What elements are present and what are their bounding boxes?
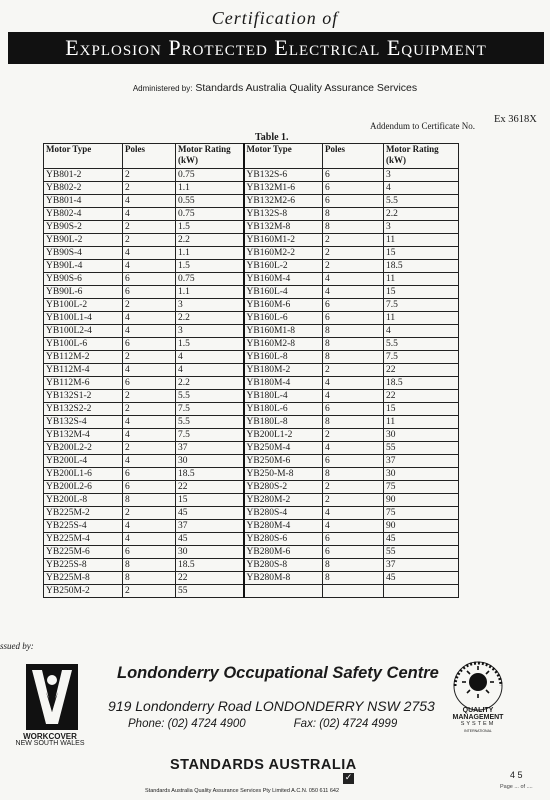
- table-row: [44, 169, 459, 182]
- cell-poles-2: 2: [323, 429, 384, 442]
- cell-poles: 6: [123, 286, 176, 299]
- cell-motor-rating-2: 75: [384, 481, 459, 494]
- cell-motor-rating: 2.2: [176, 234, 244, 247]
- cell-motor-type-2: YB160M2-8: [244, 338, 323, 351]
- cell-motor-type-2: YB250M-4: [244, 442, 323, 455]
- cell-motor-type: YB100L-2: [44, 299, 123, 312]
- cell-motor-type: YB100L1-4: [44, 312, 123, 325]
- cell-motor-rating-2: 18.5: [384, 377, 459, 390]
- cell-motor-rating: 37: [176, 442, 244, 455]
- cell-motor-type-2: YB180L-8: [244, 416, 323, 429]
- table-row: [44, 468, 459, 481]
- table-row: [44, 585, 459, 598]
- cell-motor-rating: 7.5: [176, 403, 244, 416]
- page-number: 4 5: [510, 770, 523, 780]
- cell-motor-type: YB801-2: [44, 169, 123, 182]
- cell-motor-rating: 2.2: [176, 312, 244, 325]
- cell-motor-rating: 4: [176, 351, 244, 364]
- cell-motor-type-2: YB132S-8: [244, 208, 323, 221]
- cell-motor-type-2: YB160L-2: [244, 260, 323, 273]
- cell-poles: 4: [123, 312, 176, 325]
- cell-motor-type: YB132M-4: [44, 429, 123, 442]
- cell-poles: 4: [123, 364, 176, 377]
- cell-motor-rating-2: 15: [384, 247, 459, 260]
- cell-motor-type: YB225S-8: [44, 559, 123, 572]
- cell-poles-2: 6: [323, 546, 384, 559]
- cell-motor-rating-2: 45: [384, 572, 459, 585]
- certification-heading: Certification of: [211, 8, 339, 28]
- cell-poles-2: 6: [323, 533, 384, 546]
- cell-poles: 4: [123, 533, 176, 546]
- cell-motor-type: YB225M-6: [44, 546, 123, 559]
- cell-poles-2: 6: [323, 455, 384, 468]
- cell-poles-2: 6: [323, 403, 384, 416]
- quality-management-text: [445, 707, 511, 735]
- cell-motor-type-2: YB280M-4: [244, 520, 323, 533]
- cell-poles-2: [323, 585, 384, 598]
- cell-motor-type-2: YB132S-6: [244, 169, 323, 182]
- cell-poles-2: 4: [323, 286, 384, 299]
- cell-poles-2: 8: [323, 468, 384, 481]
- cell-motor-type: YB225S-4: [44, 520, 123, 533]
- table-row: [44, 312, 459, 325]
- cell-motor-rating-2: 3: [384, 221, 459, 234]
- cell-motor-rating-2: 4: [384, 325, 459, 338]
- cell-motor-rating-2: 11: [384, 234, 459, 247]
- table-row: [44, 559, 459, 572]
- cell-motor-type-2: YB280S-4: [244, 507, 323, 520]
- cell-motor-rating: 0.55: [176, 195, 244, 208]
- cell-poles: 4: [123, 455, 176, 468]
- cell-motor-type-2: YB160M1-2: [244, 234, 323, 247]
- cell-motor-rating-2: 37: [384, 559, 459, 572]
- cell-poles: 6: [123, 468, 176, 481]
- cell-motor-type: YB90S-4: [44, 247, 123, 260]
- cell-motor-type-2: YB180L-6: [244, 403, 323, 416]
- cell-poles: 4: [123, 260, 176, 273]
- cell-poles: 8: [123, 494, 176, 507]
- cell-poles: 2: [123, 169, 176, 182]
- header-poles: Poles: [123, 144, 176, 169]
- cell-poles: 6: [123, 546, 176, 559]
- cell-motor-rating: 30: [176, 546, 244, 559]
- cell-poles: 2: [123, 390, 176, 403]
- cell-motor-type-2: YB280M-6: [244, 546, 323, 559]
- table-row: [44, 546, 459, 559]
- cell-poles-2: 6: [323, 195, 384, 208]
- cell-motor-rating-2: 11: [384, 312, 459, 325]
- issued-by-label: ssued by:: [0, 641, 34, 651]
- cell-motor-rating: 5.5: [176, 416, 244, 429]
- cell-poles: 2: [123, 221, 176, 234]
- cell-motor-rating-2: 22: [384, 390, 459, 403]
- cell-poles-2: 2: [323, 494, 384, 507]
- cell-motor-rating-2: [384, 585, 459, 598]
- qms-line-2: MANAGEMENT: [452, 714, 504, 721]
- cell-motor-rating: 55: [176, 585, 244, 598]
- table-header-row: [44, 144, 459, 169]
- cell-motor-type-2: YB280S-6: [244, 533, 323, 546]
- cell-motor-rating-2: 30: [384, 429, 459, 442]
- workcover-name: WORKCOVER: [23, 732, 77, 741]
- cell-motor-rating: 3: [176, 299, 244, 312]
- cell-poles-2: 8: [323, 221, 384, 234]
- cell-motor-rating-2: 15: [384, 286, 459, 299]
- administered-by-label: Administered by:: [132, 84, 193, 93]
- cell-poles: 6: [123, 481, 176, 494]
- cell-motor-type: YB90L-4: [44, 260, 123, 273]
- cell-motor-type: YB100L2-4: [44, 325, 123, 338]
- cell-motor-type-2: YB160M-6: [244, 299, 323, 312]
- cell-poles: 8: [123, 572, 176, 585]
- table-row: [44, 364, 459, 377]
- cell-motor-type: YB801-4: [44, 195, 123, 208]
- cell-motor-type: YB112M-4: [44, 364, 123, 377]
- cell-poles-2: 4: [323, 520, 384, 533]
- cell-poles-2: 2: [323, 234, 384, 247]
- table-row: [44, 351, 459, 364]
- cell-motor-rating: 18.5: [176, 559, 244, 572]
- cell-motor-rating-2: 11: [384, 273, 459, 286]
- cell-motor-type: YB100L-6: [44, 338, 123, 351]
- table-row: [44, 416, 459, 429]
- table-row: [44, 182, 459, 195]
- company-footer: Standards Australia Quality Assurance Services Pty Limited A.C.N. 050 611 642: [145, 788, 340, 794]
- cell-motor-type-2: YB132M1-6: [244, 182, 323, 195]
- cell-motor-rating: 1.1: [176, 286, 244, 299]
- page-of-label: Page ... of ....: [500, 784, 533, 790]
- table-row: [44, 299, 459, 312]
- cell-poles-2: 4: [323, 273, 384, 286]
- table-row: [44, 234, 459, 247]
- administered-by: [0, 82, 550, 94]
- cell-motor-rating: 1.5: [176, 338, 244, 351]
- cell-motor-rating: 1.5: [176, 260, 244, 273]
- cell-motor-type: YB225M-4: [44, 533, 123, 546]
- cell-poles: 2: [123, 351, 176, 364]
- cell-motor-type-2: YB160M2-2: [244, 247, 323, 260]
- cell-motor-type-2: YB160L-8: [244, 351, 323, 364]
- cell-poles: 2: [123, 403, 176, 416]
- addendum-label: Addendum to Certificate No.: [370, 121, 475, 131]
- cell-motor-rating-2: 55: [384, 546, 459, 559]
- cell-poles-2: 8: [323, 325, 384, 338]
- table-row: [44, 507, 459, 520]
- cell-motor-rating-2: 37: [384, 455, 459, 468]
- cell-poles: 8: [123, 559, 176, 572]
- table-row: [44, 442, 459, 455]
- cell-motor-rating: 0.75: [176, 208, 244, 221]
- cell-poles-2: 4: [323, 507, 384, 520]
- cell-motor-rating: 22: [176, 572, 244, 585]
- qms-sub: INTERNATIONAL: [464, 729, 492, 733]
- table-row: [44, 208, 459, 221]
- cell-motor-rating: 7.5: [176, 429, 244, 442]
- cell-motor-rating: 30: [176, 455, 244, 468]
- table-row: [44, 195, 459, 208]
- cell-poles-2: 8: [323, 351, 384, 364]
- cell-poles: 2: [123, 182, 176, 195]
- cell-motor-type-2: [244, 585, 323, 598]
- cell-motor-type-2: YB250M-6: [244, 455, 323, 468]
- cell-poles-2: 4: [323, 377, 384, 390]
- cell-motor-rating: 1.5: [176, 221, 244, 234]
- cell-motor-type: YB90S-6: [44, 273, 123, 286]
- cell-motor-type-2: YB200L1-2: [244, 429, 323, 442]
- centre-name: Londonderry Occupational Safety Centre: [117, 664, 439, 682]
- cell-motor-rating-2: 3: [384, 169, 459, 182]
- cell-poles: 4: [123, 429, 176, 442]
- table-row: [44, 455, 459, 468]
- cell-poles-2: 2: [323, 364, 384, 377]
- cell-motor-type-2: YB160M-4: [244, 273, 323, 286]
- header-motor-type-2: Motor Type: [244, 144, 323, 169]
- cell-motor-type-2: YB160M1-8: [244, 325, 323, 338]
- cell-poles-2: 8: [323, 416, 384, 429]
- cell-poles-2: 2: [323, 481, 384, 494]
- header-motor-rating: Motor Rating (kW): [176, 144, 244, 169]
- cell-motor-rating-2: 15: [384, 403, 459, 416]
- cell-motor-type-2: YB280S-8: [244, 559, 323, 572]
- cell-motor-type: YB200L2-2: [44, 442, 123, 455]
- cell-motor-rating: 1.1: [176, 247, 244, 260]
- cell-poles: 6: [123, 273, 176, 286]
- centre-address: 919 Londonderry Road LONDONDERRY NSW 2753: [108, 698, 435, 714]
- cell-motor-rating: 0.75: [176, 169, 244, 182]
- cell-motor-type: YB802-4: [44, 208, 123, 221]
- cell-motor-type: YB802-2: [44, 182, 123, 195]
- cell-motor-type: YB112M-6: [44, 377, 123, 390]
- cell-motor-type: YB132S2-2: [44, 403, 123, 416]
- cell-motor-rating: 2.2: [176, 377, 244, 390]
- cell-motor-rating-2: 45: [384, 533, 459, 546]
- cell-poles-2: 6: [323, 169, 384, 182]
- cell-motor-rating: 22: [176, 481, 244, 494]
- cell-motor-type: YB200L-8: [44, 494, 123, 507]
- table-row: [44, 520, 459, 533]
- table-row: [44, 273, 459, 286]
- cell-motor-type: YB132S-4: [44, 416, 123, 429]
- cell-motor-type-2: YB160L-4: [244, 286, 323, 299]
- qms-line-3: SYSTEM: [460, 721, 496, 727]
- table-row: [44, 338, 459, 351]
- cell-motor-rating-2: 90: [384, 494, 459, 507]
- cell-motor-rating-2: 11: [384, 416, 459, 429]
- cell-motor-type: YB200L-4: [44, 455, 123, 468]
- fax-number: Fax: (02) 4724 4999: [293, 718, 398, 730]
- administrator-name: Standards Australia Quality Assurance Services: [195, 82, 418, 94]
- cell-motor-type: YB112M-2: [44, 351, 123, 364]
- cell-motor-rating-2: 7.5: [384, 299, 459, 312]
- table-row: [44, 390, 459, 403]
- cell-motor-rating-2: 5.5: [384, 338, 459, 351]
- cell-motor-type: YB200L1-6: [44, 468, 123, 481]
- cell-motor-type: YB225M-2: [44, 507, 123, 520]
- cell-motor-rating: 3: [176, 325, 244, 338]
- table-row: [44, 494, 459, 507]
- cell-motor-type-2: YB180L-4: [244, 390, 323, 403]
- cell-poles: 4: [123, 247, 176, 260]
- cell-poles-2: 8: [323, 559, 384, 572]
- cell-motor-type-2: YB132M-8: [244, 221, 323, 234]
- standards-australia-name: STANDARDS AUSTRALIA: [170, 757, 357, 773]
- cell-poles-2: 8: [323, 208, 384, 221]
- header-poles-2: Poles: [323, 144, 384, 169]
- table-row: [44, 481, 459, 494]
- cell-motor-type-2: YB160L-6: [244, 312, 323, 325]
- header-motor-rating-2: Motor Rating (kW): [384, 144, 459, 169]
- cell-poles-2: 2: [323, 260, 384, 273]
- cell-poles: 2: [123, 585, 176, 598]
- cell-poles: 4: [123, 325, 176, 338]
- cell-poles: 6: [123, 338, 176, 351]
- cell-motor-type: YB90S-2: [44, 221, 123, 234]
- cell-motor-rating-2: 55: [384, 442, 459, 455]
- table-title: Table 1.: [255, 132, 289, 143]
- cell-poles: 2: [123, 507, 176, 520]
- cell-motor-type: YB250M-2: [44, 585, 123, 598]
- qms-line-1: QUALITY: [462, 707, 494, 714]
- cell-motor-rating-2: 22: [384, 364, 459, 377]
- cell-motor-type-2: YB180M-4: [244, 377, 323, 390]
- cell-motor-rating: 18.5: [176, 468, 244, 481]
- cell-poles-2: 4: [323, 390, 384, 403]
- cell-motor-type-2: YB280M-2: [244, 494, 323, 507]
- cell-poles-2: 8: [323, 572, 384, 585]
- cell-motor-rating-2: 2.2: [384, 208, 459, 221]
- cell-motor-rating-2: 90: [384, 520, 459, 533]
- cell-motor-rating: 45: [176, 533, 244, 546]
- cell-motor-type-2: YB250-M-8: [244, 468, 323, 481]
- cell-motor-rating: 4: [176, 364, 244, 377]
- cell-poles-2: 4: [323, 442, 384, 455]
- certificate-number: Ex 3618X: [494, 114, 537, 125]
- cell-motor-rating-2: 75: [384, 507, 459, 520]
- check-mark-icon: ✓: [344, 773, 353, 783]
- cell-motor-rating-2: 4: [384, 182, 459, 195]
- cell-poles: 2: [123, 442, 176, 455]
- cell-motor-type: YB200L2-6: [44, 481, 123, 494]
- cell-poles: 4: [123, 416, 176, 429]
- cell-poles-2: 6: [323, 299, 384, 312]
- table-row: [44, 572, 459, 585]
- cell-motor-type: YB90L-6: [44, 286, 123, 299]
- cell-motor-rating: 45: [176, 507, 244, 520]
- cell-motor-type: YB132S1-2: [44, 390, 123, 403]
- table-row: [44, 533, 459, 546]
- workcover-sub: NEW SOUTH WALES: [15, 740, 85, 747]
- cell-motor-type-2: YB280S-2: [244, 481, 323, 494]
- cell-motor-rating-2: 30: [384, 468, 459, 481]
- cell-motor-rating: 0.75: [176, 273, 244, 286]
- table-row: [44, 247, 459, 260]
- table-row: [44, 325, 459, 338]
- cell-motor-rating-2: 7.5: [384, 351, 459, 364]
- table-row: [44, 286, 459, 299]
- table-row: [44, 403, 459, 416]
- cell-motor-rating: 5.5: [176, 390, 244, 403]
- cell-poles: 4: [123, 195, 176, 208]
- cell-motor-type: YB90L-2: [44, 234, 123, 247]
- cell-motor-rating-2: 18.5: [384, 260, 459, 273]
- cell-motor-rating: 37: [176, 520, 244, 533]
- title-banner: Explosion Protected Electrical Equipment: [8, 32, 544, 64]
- contact-line: [128, 718, 397, 730]
- workcover-text: [10, 733, 90, 747]
- cell-poles: 2: [123, 299, 176, 312]
- cell-poles-2: 6: [323, 312, 384, 325]
- cell-motor-rating-2: 5.5: [384, 195, 459, 208]
- cell-motor-type-2: YB280M-8: [244, 572, 323, 585]
- cell-motor-type-2: YB180M-2: [244, 364, 323, 377]
- cell-poles: 4: [123, 208, 176, 221]
- cell-poles: 2: [123, 234, 176, 247]
- table-row: [44, 221, 459, 234]
- cell-poles-2: 2: [323, 247, 384, 260]
- cell-motor-type-2: YB132M2-6: [244, 195, 323, 208]
- cell-poles-2: 6: [323, 182, 384, 195]
- table-row: [44, 260, 459, 273]
- cell-motor-rating: 15: [176, 494, 244, 507]
- motor-ratings-table: [43, 143, 459, 598]
- cell-poles: 4: [123, 520, 176, 533]
- phone-number: Phone: (02) 4724 4900: [128, 718, 246, 730]
- table-row: [44, 429, 459, 442]
- workcover-logo: [20, 662, 84, 734]
- cell-poles: 6: [123, 377, 176, 390]
- header-motor-type: Motor Type: [44, 144, 123, 169]
- table-row: [44, 377, 459, 390]
- cell-poles-2: 8: [323, 338, 384, 351]
- cell-motor-type: YB225M-8: [44, 572, 123, 585]
- cell-motor-rating: 1.1: [176, 182, 244, 195]
